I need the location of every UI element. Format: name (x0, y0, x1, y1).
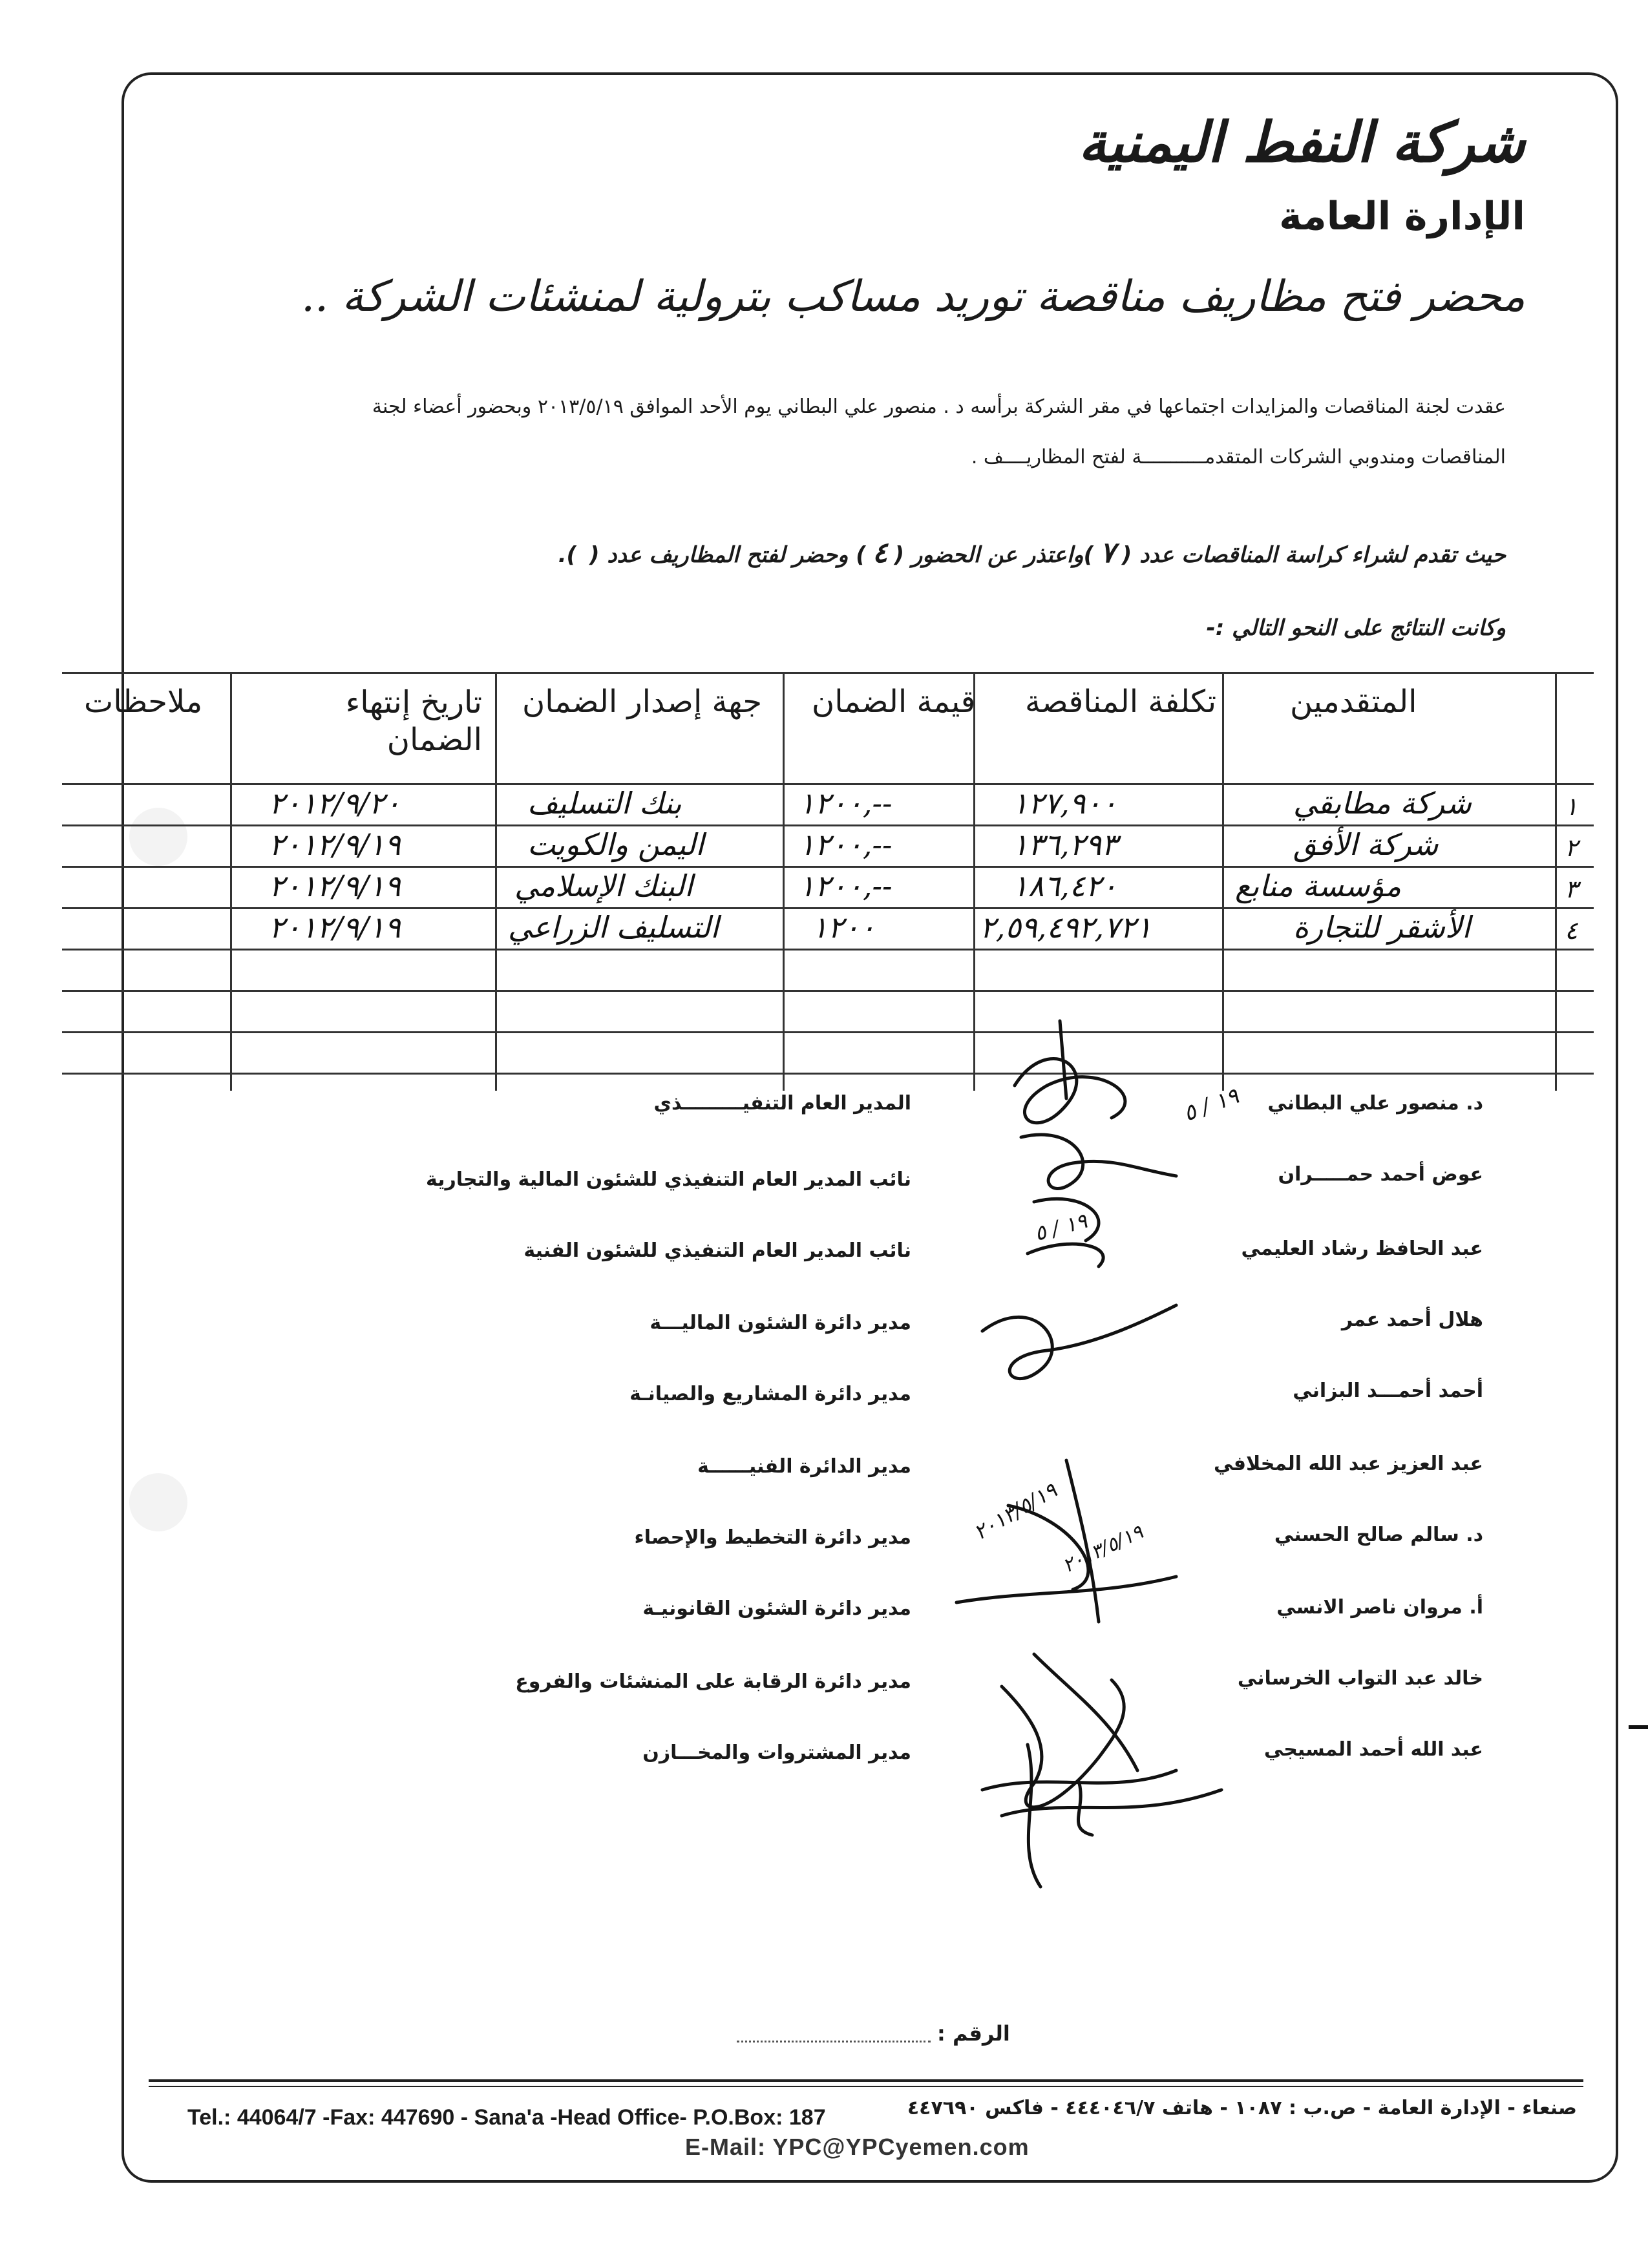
table-rule (62, 949, 1594, 950)
contact-email: E-Mail: YPC@YPCyemen.com (685, 2134, 1030, 2160)
guarantee-issuer: اليمن والكويت (527, 827, 704, 862)
signatory-name: خالد عبد التواب الخرساني (1237, 1667, 1483, 1690)
results-intro: وكانت النتائج على النحو التالي :- (1206, 615, 1506, 641)
punch-hole (129, 1473, 187, 1531)
bidder-name: شركة مطابقي (1293, 786, 1472, 821)
signatory-name: هلال أحمد عمر (1341, 1308, 1483, 1331)
intro-line-2: المناقصات ومندوبي الشركات المتقدمـــــــــــة لفتح المظاريــــف . (971, 446, 1506, 468)
signatory-title: مدير دائرة التخطيط والإحصاء (634, 1526, 911, 1549)
reference-label: الرقم : (937, 2021, 1010, 2046)
bids-text-a: حيث تقدم لشراء كراسة المناقصات عدد ( (1121, 542, 1506, 568)
table-rule (62, 907, 1594, 909)
signatory-name: د. سالم صالح الحسني (1274, 1524, 1483, 1546)
table-rule (62, 824, 1594, 826)
signatory-title: مدير دائرة المشاريع والصيانـة (629, 1383, 911, 1405)
bidder-name: شركة الأفق (1293, 827, 1439, 862)
row-number: ١ (1565, 792, 1578, 821)
guarantee-value: ١٢٠٠,-- (799, 868, 893, 903)
bidder-name: الأشقر للتجارة (1293, 910, 1470, 945)
signatory-name: د. منصور علي البطاني (1267, 1092, 1483, 1115)
guarantee-expiry: ٢٠١٢/٩/١٩ (269, 868, 401, 903)
signatory-title: مدير الدائرة الفنيــــــة (697, 1455, 911, 1478)
table-divider (1555, 672, 1557, 1091)
row-number: ٤ (1565, 916, 1578, 945)
document-subject: محضر فتح مظاريف مناقصة توريد مساكب بترولية لمنشئات الشركة .. (301, 271, 1525, 321)
guarantee-value: ١٢٠٠,-- (799, 827, 893, 862)
signatory-name: أحمد أحمـــد البزاني (1293, 1380, 1483, 1402)
signatory-title: نائب المدير العام التنفيذي للشئون الفنية (523, 1239, 911, 1262)
signatory-title: مدير دائرة الرقابة على المنشئات والفروع (515, 1670, 911, 1693)
guarantee-value: ١٢٠٠,-- (799, 786, 893, 821)
table-rule (62, 1073, 1594, 1075)
bids-table (62, 672, 1594, 1091)
tender-cost: ١٣٦,٢٩٣ (1012, 827, 1117, 862)
table-divider (230, 672, 232, 1091)
intro-line-1: عقدت لجنة المناقصات والمزايدات اجتماعها في مقر الشركة برأسه د . منصور علي البطاني يوم الأحد الموافق ٢٠١٣/٥/١٩ وبحضور أعضاء لجنة (372, 395, 1506, 418)
signatory-name: عبد العزيز عبد الله المخلافي (1213, 1453, 1483, 1475)
header-notes: ملاحظات (84, 684, 203, 720)
signatory-name: عبد الله أحمد المسيجي (1263, 1738, 1483, 1761)
table-rule (62, 990, 1594, 992)
table-rule (62, 866, 1594, 868)
guarantee-issuer: التسليف الزراعي (508, 910, 719, 945)
signatory-title: مدير دائرة الشئون الماليـــة (650, 1312, 911, 1334)
signatory-title: مدير دائرة الشئون القانونيـة (642, 1597, 911, 1620)
table-rule (62, 1031, 1594, 1033)
page-border (121, 72, 1618, 2183)
signature-date: ١٩ / ٥ (1179, 1083, 1243, 1127)
guarantee-expiry: ٢٠١٢/٩/١٩ (269, 827, 401, 862)
signatory-title: المدير العام التنفيـــــــــذي (653, 1092, 911, 1115)
edge-mark (1629, 1725, 1648, 1729)
tender-cost: ٢,٥٩,٤٩٢,٧٢١ (980, 910, 1152, 945)
guarantee-expiry: ٢٠١٢/٩/١٩ (269, 910, 401, 945)
footer-rule (149, 2079, 1583, 2082)
contact-arabic: صنعاء - الإدارة العامة - ص.ب : ١٠٨٧ - هاتف ٤٤٤٠٤٦/٧ - فاكس ٤٤٧٦٩٠ (907, 2097, 1577, 2119)
header-guarantee-value: قيمة الضمان (812, 684, 976, 720)
header-issuer: جهة إصدار الضمان (522, 684, 763, 720)
table-rule (62, 783, 1594, 785)
company-logo-text: شركة النفط اليمنية (1078, 110, 1525, 175)
bidder-name: مؤسسة منابع (1235, 868, 1402, 903)
row-number: ٢ (1565, 834, 1578, 862)
tender-cost: ١٨٦,٤٢٠ (1012, 868, 1117, 903)
signatory-name: أ. مروان ناصر الانسي (1276, 1596, 1483, 1619)
header-bidders: المتقدمين (1290, 684, 1417, 720)
signature-date: ١٩ / ٥ (1031, 1208, 1090, 1246)
table-divider (783, 672, 785, 1091)
signature-date: ٢٠١٣/٥/١٩ (1059, 1520, 1147, 1578)
header-cost: تكلفة المناقصة (1025, 684, 1217, 720)
tender-cost: ١٢٧,٩٠٠ (1012, 786, 1117, 821)
signature-date: ٢٠١٣/٥/١٩ (969, 1478, 1061, 1545)
contact-english: Tel.: 44064/7 -Fax: 447690 - Sana'a -Head Office- P.O.Box: 187 (187, 2105, 826, 2130)
signatory-name: عوض أحمد حمـــــران (1278, 1163, 1483, 1186)
signatory-title: مدير المشتروات والمخـــازن (642, 1741, 911, 1764)
department-title: الإدارة العامة (1279, 194, 1525, 239)
bids-text-b: )واعتذر عن الحضور ( (894, 542, 1094, 568)
table-divider (495, 672, 497, 1091)
table-rule (62, 672, 1594, 674)
bids-text-d: ). (558, 542, 577, 568)
bids-text-c: ) وحضر لفتح المظاريف عدد ( (589, 542, 866, 568)
guarantee-expiry: ٢٠١٢/٩/٢٠ (269, 786, 401, 821)
guarantee-issuer: بنك التسليف (527, 786, 682, 821)
signatory-title: نائب المدير العام التنفيذي للشئون المالية والتجارية (426, 1168, 911, 1191)
reference-field (737, 2041, 931, 2042)
row-number: ٣ (1565, 875, 1578, 903)
bids-count: ٧ (1100, 536, 1115, 569)
absent-count: ٤ (872, 536, 888, 569)
guarantee-value: ١٢٠٠ (812, 910, 876, 945)
footer-rule (149, 2086, 1583, 2087)
signatory-name: عبد الحافظ رشاد العليمي (1241, 1237, 1483, 1260)
guarantee-issuer: البنك الإسلامي (514, 868, 693, 903)
header-expiry: تاريخ إنتهاء الضمان (345, 684, 482, 758)
director-signature (989, 1719, 1234, 1913)
bids-summary (558, 536, 1506, 569)
